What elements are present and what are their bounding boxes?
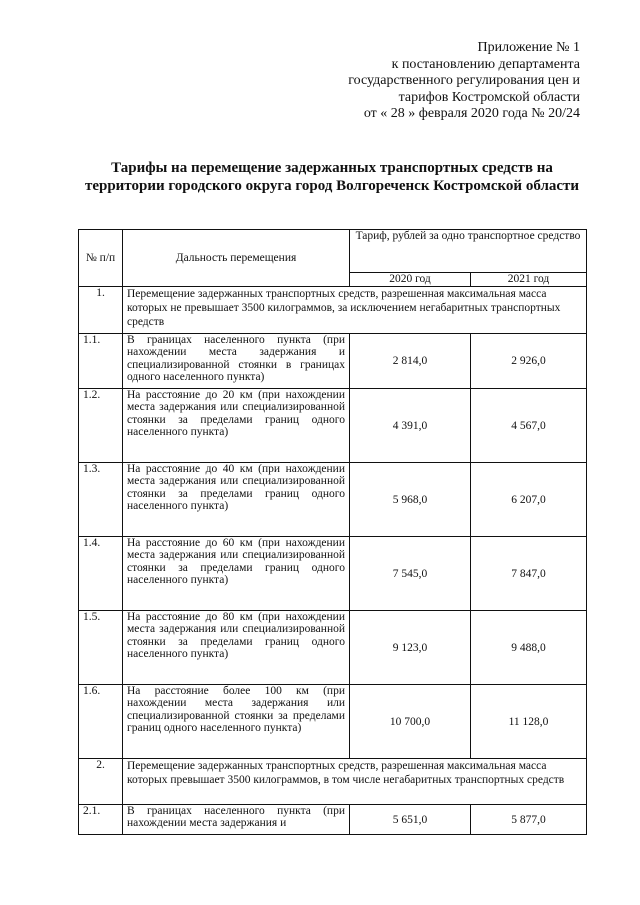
value-2021: 4 567,0 <box>471 389 587 463</box>
document-title: Тарифы на перемещение задержанных транспортных средств на территории городского округа город Волгореченск Костромской области <box>84 160 580 194</box>
table-row <box>79 463 587 537</box>
row-num: 1.3. <box>79 463 123 537</box>
row-num: 1.4. <box>79 537 123 611</box>
appendix-line: к постановлению департамента <box>391 56 580 72</box>
value-2020: 5 651,0 <box>350 805 471 835</box>
table-row <box>79 537 587 611</box>
table-row <box>79 389 587 463</box>
header-year-2020: 2020 год <box>350 273 471 287</box>
section-row <box>79 759 587 805</box>
row-num: 1.5. <box>79 611 123 685</box>
appendix-line: от « 28 » февраля 2020 года № 20/24 <box>363 106 580 121</box>
appendix-line: государственного регулирования цен и <box>348 73 580 88</box>
table-row <box>79 334 587 389</box>
header-tariff: Тариф, рублей за одно транспортное средство <box>350 230 587 273</box>
value-2020: 2 814,0 <box>350 334 471 389</box>
tariff-table <box>78 229 587 835</box>
table-row <box>79 611 587 685</box>
value-2020: 7 545,0 <box>350 537 471 611</box>
row-distance: На расстояние до 20 км (при нахождении места задержания или специализированной стоянки за пределами границ одного населенного пункта) <box>123 389 350 463</box>
value-2021: 11 128,0 <box>471 685 587 759</box>
value-2021: 6 207,0 <box>471 463 587 537</box>
section-num: 1. <box>79 287 123 334</box>
value-2021: 5 877,0 <box>471 805 587 835</box>
header-distance: Дальность перемещения <box>123 230 350 287</box>
row-distance: На расстояние более 100 км (при нахождении места задержания или специализированной стоянки за пределами границ одного населенного пункта) <box>123 685 350 759</box>
header-year-2021: 2021 год <box>471 273 587 287</box>
value-2020: 5 968,0 <box>350 463 471 537</box>
row-distance: На расстояние до 40 км (при нахождении места задержания или специализированной стоянки за пределами границ одного населенного пункта) <box>123 463 350 537</box>
row-num: 1.6. <box>79 685 123 759</box>
row-distance: На расстояние до 80 км (при нахождении места задержания или специализированной стоянки за пределами границ одного населенного пункта) <box>123 611 350 685</box>
table-row <box>79 805 587 835</box>
appendix-line: тарифов Костромской области <box>398 89 580 105</box>
value-2020: 9 123,0 <box>350 611 471 685</box>
section-num: 2. <box>79 759 123 805</box>
header-num: № п/п <box>79 230 123 287</box>
appendix-header <box>280 40 580 123</box>
appendix-line: Приложение № 1 <box>477 40 580 55</box>
row-num: 1.1. <box>79 334 123 389</box>
value-2020: 10 700,0 <box>350 685 471 759</box>
table-row <box>79 685 587 759</box>
value-2021: 7 847,0 <box>471 537 587 611</box>
value-2020: 4 391,0 <box>350 389 471 463</box>
header-row <box>79 230 587 273</box>
row-num: 2.1. <box>79 805 123 835</box>
row-num: 1.2. <box>79 389 123 463</box>
row-distance: В границах населенного пункта (при нахождении места задержания и <box>123 805 350 835</box>
section-row <box>79 287 587 334</box>
section-text: Перемещение задержанных транспортных средств, разрешенная максимальная масса которых не превышает 3500 килограммов, за исключением негабаритных транспортных средств <box>123 287 587 334</box>
value-2021: 9 488,0 <box>471 611 587 685</box>
row-distance: На расстояние до 60 км (при нахождении места задержания или специализированной стоянки за пределами границ одного населенного пункта) <box>123 537 350 611</box>
row-distance: В границах населенного пункта (при нахождении места задержания и специализированной стоянки в границах одного населенного пункта) <box>123 334 350 389</box>
value-2021: 2 926,0 <box>471 334 587 389</box>
section-text: Перемещение задержанных транспортных средств, разрешенная максимальная масса которых превышает 3500 килограммов, в том числе негабаритных транспортных средств <box>123 759 587 805</box>
